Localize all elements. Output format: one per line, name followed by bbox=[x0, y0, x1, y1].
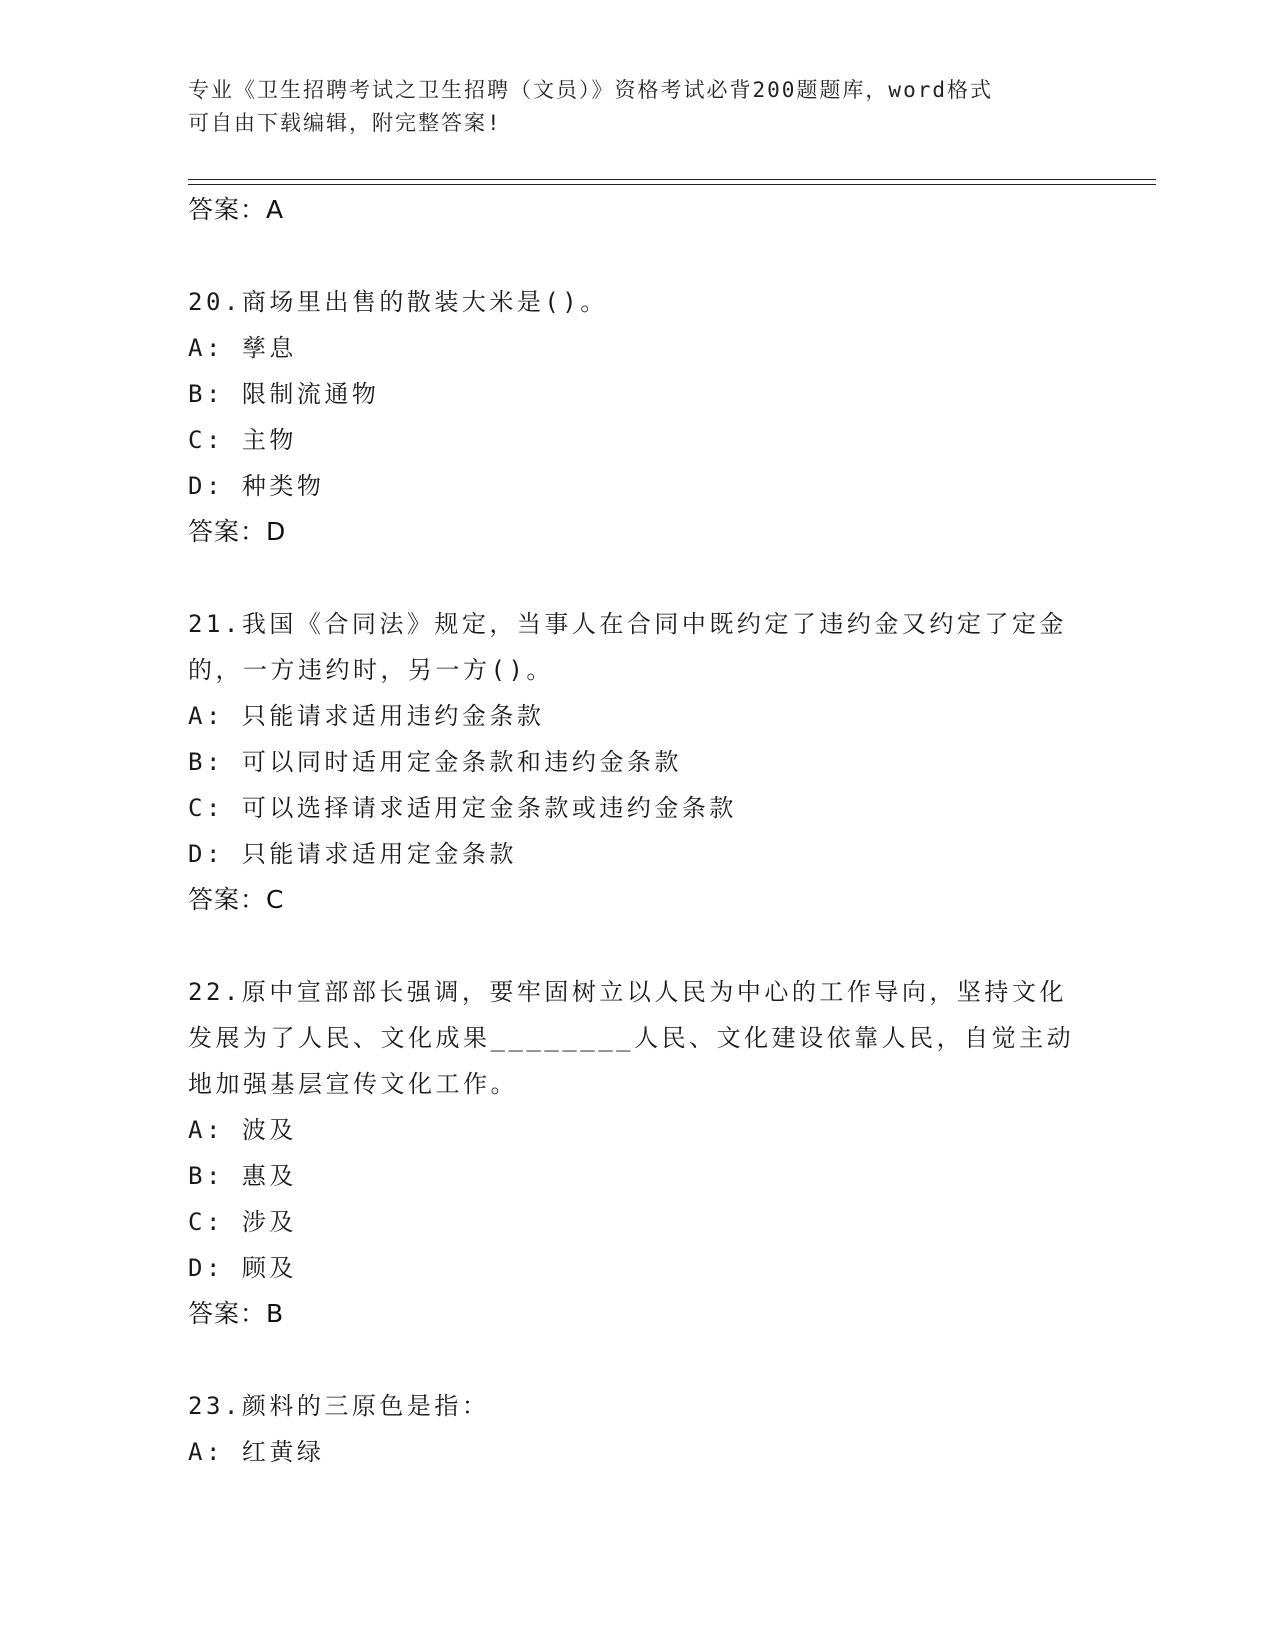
question-text: 22.原中宣部部长强调，要牢固树立以人民为中心的工作导向，坚持文化发展为了人民、文化成果________人民、文化建设依靠人民，自觉主动地加强基层宣传文化工作。 bbox=[188, 978, 1075, 1098]
option-c: C: 可以选择请求适用定金条款或违约金条款 bbox=[188, 794, 737, 822]
document-header bbox=[188, 74, 1068, 140]
option-d: D: 顾及 bbox=[188, 1254, 297, 1282]
header-divider-top bbox=[188, 179, 1156, 180]
question-answer: 答案：C bbox=[188, 885, 285, 914]
question-text: 20.商场里出售的散装大米是()。 bbox=[188, 288, 608, 316]
option-a: A: 只能请求适用违约金条款 bbox=[188, 702, 545, 730]
question-item bbox=[188, 1383, 1088, 1475]
question-text: 21.我国《合同法》规定，当事人在合同中既约定了违约金又约定了定金的，一方违约时，另一方()。 bbox=[188, 610, 1067, 684]
question-item bbox=[188, 969, 1088, 1337]
option-a: A: 红黄绿 bbox=[188, 1438, 325, 1466]
option-c: C: 主物 bbox=[188, 426, 297, 454]
question-item bbox=[188, 279, 1088, 555]
question-answer: 答案：D bbox=[188, 517, 287, 546]
option-b: B: 可以同时适用定金条款和违约金条款 bbox=[188, 748, 682, 776]
option-d: D: 只能请求适用定金条款 bbox=[188, 840, 517, 868]
question-item bbox=[188, 601, 1088, 923]
option-a: A: 波及 bbox=[188, 1116, 297, 1144]
question-list bbox=[188, 187, 1088, 1475]
header-divider-bottom bbox=[188, 184, 1156, 185]
question-text: 23.颜料的三原色是指： bbox=[188, 1392, 490, 1420]
option-b: B: 惠及 bbox=[188, 1162, 297, 1190]
option-a: A: 孳息 bbox=[188, 334, 297, 362]
option-c: C: 涉及 bbox=[188, 1208, 297, 1236]
header-line-1: 专业《卫生招聘考试之卫生招聘（文员）》资格考试必背200题题库，word格式 bbox=[188, 78, 993, 102]
header-line-2: 可自由下载编辑，附完整答案! bbox=[188, 111, 502, 135]
option-d: D: 种类物 bbox=[188, 472, 325, 500]
option-b: B: 限制流通物 bbox=[188, 380, 380, 408]
previous-answer: 答案：A bbox=[188, 195, 285, 224]
question-answer: 答案：B bbox=[188, 1299, 285, 1328]
